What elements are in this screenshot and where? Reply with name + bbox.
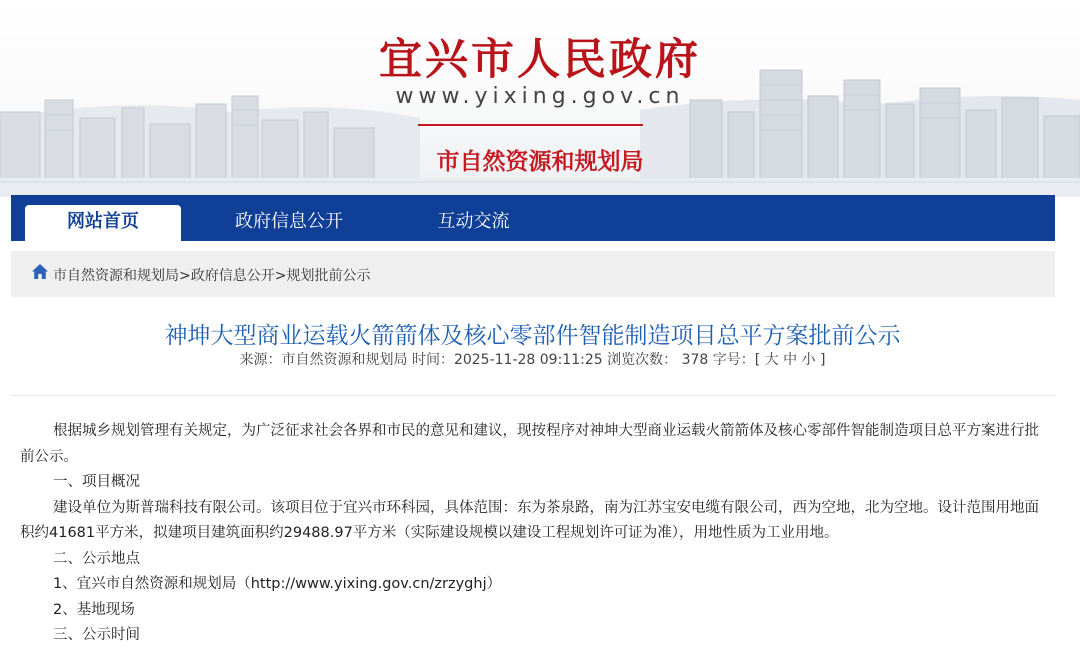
time-value: 2025-11-28 09:11:25 bbox=[453, 352, 603, 368]
breadcrumb bbox=[11, 251, 1055, 297]
article-divider bbox=[11, 395, 1055, 396]
section-heading-overview: 一、项目概况 bbox=[53, 474, 140, 490]
fontsize-label: 字号： bbox=[712, 352, 755, 368]
source-label: 来源： bbox=[239, 352, 282, 368]
paragraph-overview: 建设单位为斯普瑞科技有限公司。该项目位于宜兴市环科园，具体范围：东为茶泉路，南为江苏宝安电缆有限公司，西为空地，北为空地。设计范围用地面积约41681平方米，拟建项目建筑面积约29488.97平方米（实际建设规模以建设工程规划许可证为准），用地性质为工业用地。 bbox=[20, 499, 1039, 541]
breadcrumb-item-bureau[interactable]: 市自然资源和规划局 bbox=[53, 268, 179, 284]
breadcrumb-item-gov-info[interactable]: 政府信息公开 bbox=[190, 268, 275, 284]
bureau-name: 市自然资源和规划局 bbox=[436, 149, 644, 175]
article-title: 神坤大型商业运载火箭箭体及核心零部件智能制造项目总平方案批前公示 bbox=[164, 323, 901, 349]
article-body bbox=[20, 419, 1042, 649]
main-nav bbox=[11, 195, 1055, 241]
header-banner bbox=[0, 0, 1080, 197]
font-size-small[interactable]: 小 bbox=[801, 352, 816, 368]
nav-interaction[interactable]: 互动交流 bbox=[437, 211, 510, 232]
paragraph-intro: 根据城乡规划管理有关规定，为广泛征求社会各界和市民的意见和建议，现按程序对神坤大型商业运载火箭箭体及核心零部件智能制造项目总平方案进行批前公示。 bbox=[20, 423, 1039, 465]
font-size-large[interactable]: 大 bbox=[764, 352, 779, 368]
breadcrumb-separator: > bbox=[179, 268, 191, 284]
bracket-close: ] bbox=[820, 352, 826, 368]
article-meta bbox=[0, 349, 1065, 369]
section-heading-time: 三、公示时间 bbox=[53, 627, 140, 643]
breadcrumb-item-planning-notice[interactable]: 规划批前公示 bbox=[286, 268, 371, 284]
bracket-open: [ bbox=[754, 352, 761, 368]
location-item-website: 1、宜兴市自然资源和规划局（http://www.yixing.gov.cn/zrzyghj） bbox=[53, 576, 502, 592]
views-count: 378 bbox=[681, 352, 709, 368]
nav-home[interactable]: 网站首页 bbox=[25, 205, 181, 241]
source-value: 市自然资源和规划局 bbox=[281, 352, 408, 368]
nav-gov-info[interactable]: 政府信息公开 bbox=[235, 211, 343, 232]
breadcrumb-separator: > bbox=[274, 268, 287, 284]
views-label: 浏览次数： bbox=[607, 352, 678, 368]
home-icon[interactable] bbox=[31, 263, 49, 281]
site-title: 宜兴市人民政府 bbox=[379, 35, 701, 85]
site-url: www.yixing.gov.cn bbox=[395, 84, 685, 109]
banner-divider bbox=[418, 124, 643, 126]
font-size-medium[interactable]: 中 bbox=[783, 352, 798, 368]
section-heading-locations: 二、公示地点 bbox=[53, 550, 140, 567]
time-label: 时间： bbox=[411, 352, 454, 368]
location-item-site: 2、基地现场 bbox=[53, 601, 135, 618]
